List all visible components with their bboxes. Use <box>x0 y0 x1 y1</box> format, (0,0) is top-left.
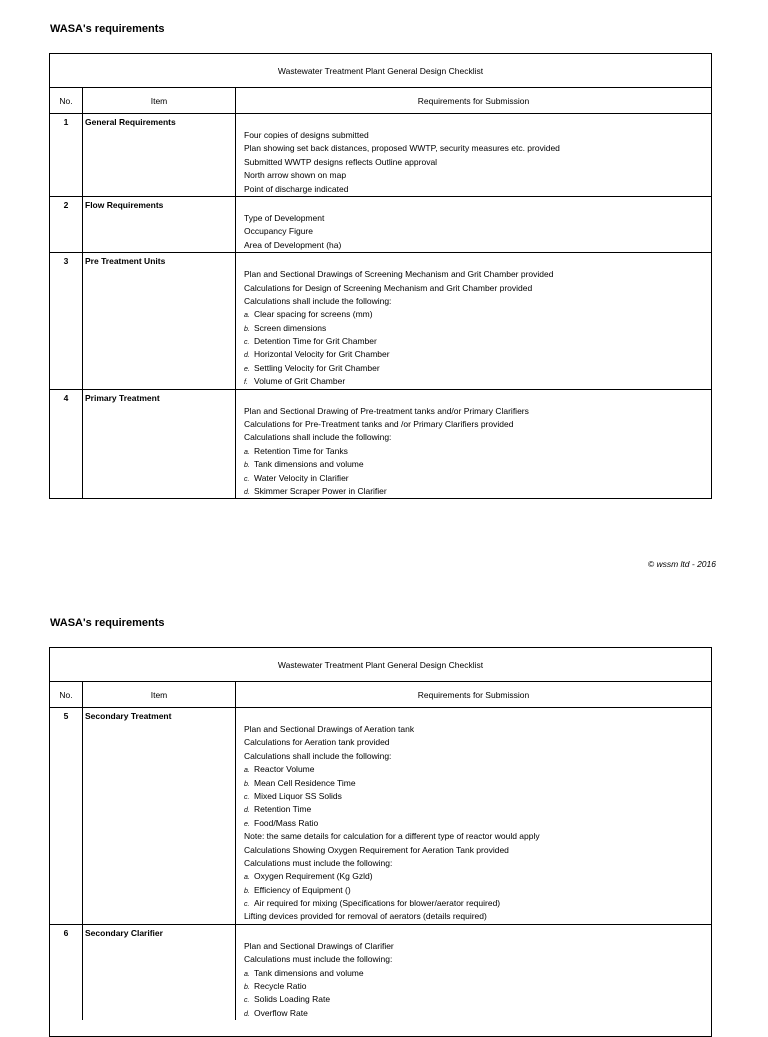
requirement-line <box>244 268 711 281</box>
requirement-line <box>244 156 711 169</box>
row-item: Pre Treatment Units <box>83 253 236 389</box>
list-marker: c. <box>244 339 250 347</box>
requirement-text: Calculations shall include the following: <box>244 295 392 306</box>
requirement-line <box>244 980 711 993</box>
requirement-text: Retention Time for Tanks <box>254 445 348 456</box>
table-header <box>50 682 711 708</box>
requirement-text: North arrow shown on map <box>244 170 347 181</box>
requirement-text: Plan and Sectional Drawings of Clarifier <box>244 940 394 951</box>
requirement-line <box>244 777 711 790</box>
requirement-text: Retention Time <box>254 804 312 815</box>
requirement-line <box>244 362 711 375</box>
row-item: General Requirements <box>83 114 236 196</box>
page-title: WASA's requirements <box>50 617 165 629</box>
row-item: Secondary Treatment <box>83 708 236 924</box>
requirement-line <box>244 817 711 830</box>
requirement-text: Area of Development (ha) <box>244 239 342 250</box>
checklist-table <box>49 53 712 499</box>
requirement-line <box>244 844 711 857</box>
list-marker: b. <box>244 462 250 470</box>
requirement-text: Calculations shall include the following: <box>244 750 392 761</box>
requirement-line <box>244 884 711 897</box>
checklist-table <box>49 647 712 1037</box>
list-marker: b. <box>244 780 250 788</box>
header-no: No. <box>50 88 83 113</box>
requirement-text: Skimmer Scraper Power in Clarifier <box>254 485 387 496</box>
header-requirements: Requirements for Submission <box>417 95 530 106</box>
requirement-line <box>244 750 711 763</box>
row-item: Primary Treatment <box>83 390 236 499</box>
requirement-line <box>244 1007 711 1020</box>
requirement-text: Tank dimensions and volume <box>254 459 364 470</box>
row-number: 5 <box>50 708 83 924</box>
table-row <box>50 390 711 499</box>
requirement-line <box>244 322 711 335</box>
header-requirements: Requirements for Submission <box>417 689 530 700</box>
requirement-line <box>244 458 711 471</box>
requirement-line <box>244 129 711 142</box>
requirement-line <box>244 183 711 196</box>
table-row <box>50 114 711 197</box>
requirement-line <box>244 212 711 225</box>
row-requirements <box>236 390 711 499</box>
requirement-text: Solids Loading Rate <box>254 994 331 1005</box>
list-marker: a. <box>244 874 250 882</box>
requirement-line <box>244 803 711 816</box>
requirement-text: Oxygen Requirement (Kg Gzld) <box>254 871 373 882</box>
requirement-text: Calculations for Design of Screening Mechanism and Grit Chamber provided <box>244 282 533 293</box>
requirement-text: Clear spacing for screens (mm) <box>254 309 373 320</box>
requirement-line <box>244 723 711 736</box>
requirement-line <box>244 967 711 980</box>
requirement-text: Volume of Grit Chamber <box>254 376 346 387</box>
requirement-text: Plan showing set back distances, proposed WWTP, security measures etc. provided <box>244 143 560 154</box>
requirement-text: Water Velocity in Clarifier <box>254 472 349 483</box>
list-marker: b. <box>244 887 250 895</box>
requirement-line <box>244 295 711 308</box>
requirement-line <box>244 790 711 803</box>
requirement-text: Calculations must include the following: <box>244 857 393 868</box>
requirement-text: Plan and Sectional Drawings of Screening Mechanism and Grit Chamber provided <box>244 269 554 280</box>
row-number: 3 <box>50 253 83 389</box>
list-marker: e. <box>244 365 250 373</box>
list-marker: c. <box>244 997 250 1005</box>
requirement-line <box>244 910 711 923</box>
table-row <box>50 925 711 1020</box>
requirement-text: Horizontal Velocity for Grit Chamber <box>254 349 390 360</box>
requirement-line <box>244 348 711 361</box>
requirement-text: Plan and Sectional Drawings of Aeration tank <box>244 724 415 734</box>
requirement-line <box>244 308 711 321</box>
requirement-text: Plan and Sectional Drawing of Pre-treatment tanks and/or Primary Clarifiers <box>244 405 529 416</box>
requirement-line <box>244 225 711 238</box>
requirement-line <box>244 445 711 458</box>
requirement-text: Detention Time for Grit Chamber <box>254 336 377 347</box>
requirement-line <box>244 940 711 953</box>
requirement-text: Tank dimensions and volume <box>254 967 364 978</box>
list-marker: a. <box>244 448 250 456</box>
header-item: Item <box>83 682 236 707</box>
row-item: Secondary Clarifier <box>83 925 236 1020</box>
requirement-text: Note: the same details for calculation for a different type of reactor would apply <box>244 831 540 842</box>
requirement-text: Mixed Liquor SS Solids <box>254 790 342 801</box>
requirement-text: Food/Mass Ratio <box>254 817 319 828</box>
requirement-text: Reactor Volume <box>254 764 315 775</box>
list-marker: b. <box>244 325 250 333</box>
row-item: Flow Requirements <box>83 197 236 252</box>
table-caption: Wastewater Treatment Plant General Design Checklist <box>50 54 711 88</box>
requirement-line <box>244 472 711 485</box>
requirement-line <box>244 142 711 155</box>
list-marker: a. <box>244 312 250 320</box>
list-marker: a. <box>244 970 250 978</box>
requirement-text: Point of discharge indicated <box>244 183 349 194</box>
requirement-text: Calculations shall include the following: <box>244 432 392 443</box>
table-caption: Wastewater Treatment Plant General Design Checklist <box>50 648 711 682</box>
list-marker: c. <box>244 793 250 801</box>
copyright-footer: © wssm ltd - 2016 <box>647 559 716 569</box>
requirement-text: Screen dimensions <box>254 322 327 333</box>
requirement-text: Four copies of designs submitted <box>244 130 369 140</box>
requirement-text: Type of Development <box>244 212 325 223</box>
requirement-line <box>244 239 711 252</box>
requirement-line <box>244 897 711 910</box>
requirement-line <box>244 375 711 388</box>
list-marker: b. <box>244 984 250 992</box>
requirement-text: Calculations for Pre-Treatment tanks and /or Primary Clarifiers provided <box>244 419 514 430</box>
requirement-line <box>244 870 711 883</box>
requirement-line <box>244 857 711 870</box>
requirement-line <box>244 763 711 776</box>
list-marker: d. <box>244 352 250 360</box>
requirement-text: Recycle Ratio <box>254 981 307 992</box>
table-header <box>50 88 711 114</box>
row-requirements <box>236 253 711 389</box>
list-marker: d. <box>244 1010 250 1018</box>
page-title: WASA's requirements <box>50 23 165 35</box>
row-requirements <box>236 708 711 924</box>
requirement-line <box>244 405 711 418</box>
requirement-text: Lifting devices provided for removal of aerators (details required) <box>244 911 487 922</box>
requirement-text: Overflow Rate <box>254 1007 308 1018</box>
requirement-line <box>244 418 711 431</box>
requirement-line <box>244 431 711 444</box>
list-marker: c. <box>244 901 250 909</box>
header-item: Item <box>83 88 236 113</box>
table-row <box>50 708 711 925</box>
requirement-line <box>244 485 711 498</box>
requirement-line <box>244 953 711 966</box>
requirement-line <box>244 736 711 749</box>
requirement-line <box>244 169 711 182</box>
requirement-line <box>244 830 711 843</box>
requirement-text: Occupancy Figure <box>244 226 313 237</box>
row-number: 6 <box>50 925 83 1020</box>
table-row <box>50 253 711 390</box>
header-no: No. <box>50 682 83 707</box>
row-number: 4 <box>50 390 83 499</box>
list-marker: d. <box>244 807 250 815</box>
requirement-text: Efficiency of Equipment () <box>254 884 351 895</box>
list-marker: f. <box>244 379 248 387</box>
requirement-line <box>244 993 711 1006</box>
list-marker: d. <box>244 488 250 496</box>
requirement-text: Settling Velocity for Grit Chamber <box>254 362 380 373</box>
row-number: 1 <box>50 114 83 196</box>
row-requirements <box>236 925 711 1020</box>
requirement-text: Calculations for Aeration tank provided <box>244 737 390 748</box>
requirement-line <box>244 335 711 348</box>
list-marker: a. <box>244 767 250 775</box>
list-marker: e. <box>244 820 250 828</box>
row-number: 2 <box>50 197 83 252</box>
requirement-text: Calculations Showing Oxygen Requirement for Aeration Tank provided <box>244 844 509 855</box>
requirement-line <box>244 282 711 295</box>
requirement-text: Air required for mixing (Specifications for blower/aerator required) <box>254 898 501 909</box>
requirement-text: Mean Cell Residence Time <box>254 777 356 788</box>
table-row <box>50 197 711 253</box>
requirement-text: Submitted WWTP designs reflects Outline approval <box>244 156 438 167</box>
list-marker: c. <box>244 475 250 483</box>
row-requirements <box>236 114 711 196</box>
requirement-text: Calculations must include the following: <box>244 954 393 965</box>
row-requirements <box>236 197 711 252</box>
